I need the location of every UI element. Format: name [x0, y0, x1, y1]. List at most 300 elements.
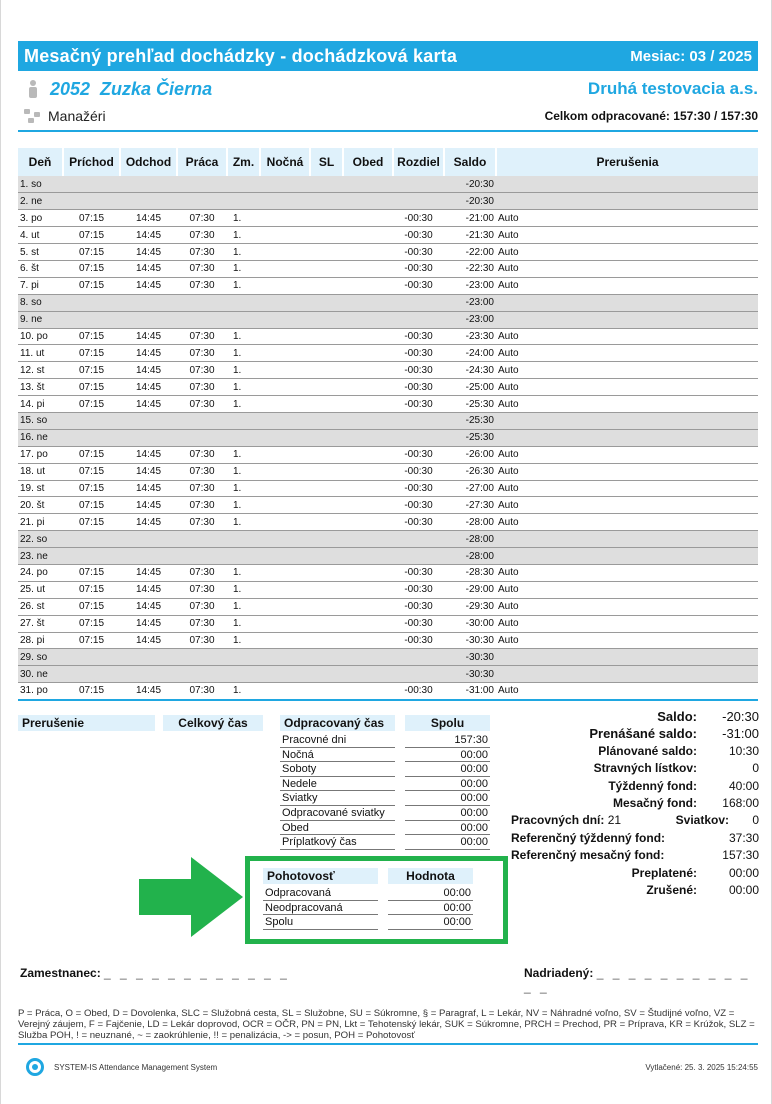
table-cell: -00:30: [393, 260, 444, 277]
total-header: Spolu: [405, 715, 490, 731]
table-cell: 23. ne: [18, 548, 63, 565]
balance-summary: [511, 708, 759, 899]
table-row: [18, 429, 758, 446]
table-cell: [63, 176, 120, 193]
table-cell: [227, 649, 260, 666]
table-cell: 07:30: [177, 683, 227, 700]
table-cell: -22:30: [444, 260, 496, 277]
table-cell: [496, 649, 758, 666]
ref-weekly-fund-value: 37:30: [728, 830, 759, 845]
table-cell: [310, 210, 343, 227]
table-cell: 07:30: [177, 328, 227, 345]
table-cell: 1.: [227, 396, 260, 413]
table-cell: [260, 362, 310, 379]
table-cell: [310, 531, 343, 548]
table-cell: -30:30: [444, 649, 496, 666]
table-cell: [310, 260, 343, 277]
column-header: Obed: [343, 148, 393, 176]
table-cell: [177, 548, 227, 565]
table-cell: 14:45: [120, 514, 177, 531]
table-cell: [343, 176, 393, 193]
workdays-label: Pracovných dní:: [511, 813, 605, 828]
table-cell: [343, 446, 393, 463]
table-cell: -20:30: [444, 176, 496, 193]
table-cell: 14:45: [120, 564, 177, 581]
table-cell: 1.: [227, 463, 260, 480]
table-cell: 14:45: [120, 362, 177, 379]
table-row: [18, 581, 758, 598]
table-cell: -00:30: [393, 598, 444, 615]
report-title: Mesačný prehľad dochádzky - dochádzková karta: [24, 45, 458, 66]
table-cell: 07:30: [177, 615, 227, 632]
table-cell: -24:30: [444, 362, 496, 379]
table-cell: [260, 615, 310, 632]
table-cell: -00:30: [393, 514, 444, 531]
table-cell: [496, 531, 758, 548]
worked-time-value: 00:00: [405, 806, 490, 821]
table-cell: [260, 683, 310, 700]
table-cell: 07:15: [63, 480, 120, 497]
table-cell: 07:15: [63, 396, 120, 413]
worked-time-label: Sviatky: [280, 791, 395, 806]
table-cell: [120, 176, 177, 193]
table-cell: [260, 244, 310, 261]
table-cell: -23:00: [444, 294, 496, 311]
attendance-table: [18, 148, 758, 701]
table-row: [18, 683, 758, 700]
worked-time-row: [280, 791, 490, 806]
table-cell: [310, 328, 343, 345]
table-cell: 1.: [227, 210, 260, 227]
supervisor-signature-label: Nadriadený:: [524, 966, 594, 980]
table-cell: 07:15: [63, 362, 120, 379]
table-cell: -21:30: [444, 227, 496, 244]
table-cell: -00:30: [393, 345, 444, 362]
table-cell: -27:30: [444, 497, 496, 514]
department-row: [18, 106, 758, 132]
table-row: [18, 396, 758, 413]
table-cell: [343, 345, 393, 362]
table-cell: [343, 396, 393, 413]
table-cell: -22:00: [444, 244, 496, 261]
table-cell: 07:30: [177, 598, 227, 615]
table-cell: -21:00: [444, 210, 496, 227]
table-cell: [310, 345, 343, 362]
table-row: [18, 294, 758, 311]
column-header: Saldo: [444, 148, 496, 176]
table-cell: Auto: [496, 446, 758, 463]
table-cell: -00:30: [393, 497, 444, 514]
table-cell: 14:45: [120, 244, 177, 261]
table-cell: -00:30: [393, 396, 444, 413]
table-cell: 12. st: [18, 362, 63, 379]
worked-time-value: 00:00: [405, 791, 490, 806]
table-row: [18, 412, 758, 429]
legend-text: P = Práca, O = Obed, D = Dovolenka, SLC = Služobná cesta, SL = Služobne, SU = Súkromne, § = Paragraf, L = Lekár, NV = Náhradné voľno, SV = Študijné voľno, VZ = Verejný záujem, F = Fajčenie, LD = Lekár doprovod, OCR = OČR, PN = PN, Lkt = Tehotenský lekár, SUK = Súkromne, PRCH = Prechod, PR = Príprava, KR = Krúžok, SLZ = Služba POH, ! = neuznané, ~ = zaokrúhlenie, !! = penalizácia, -> = posun, POH = Pohotovosť: [18, 1008, 758, 1045]
table-cell: Auto: [496, 514, 758, 531]
worked-time-row: [280, 748, 490, 763]
table-cell: -28:00: [444, 514, 496, 531]
footer: [18, 1056, 758, 1078]
table-cell: [310, 311, 343, 328]
table-cell: [310, 548, 343, 565]
table-cell: 25. ut: [18, 581, 63, 598]
table-cell: 14:45: [120, 615, 177, 632]
table-cell: [227, 429, 260, 446]
table-cell: [393, 176, 444, 193]
table-cell: -30:30: [444, 632, 496, 649]
table-cell: [393, 531, 444, 548]
table-cell: [343, 379, 393, 396]
table-cell: 07:30: [177, 210, 227, 227]
table-cell: [343, 514, 393, 531]
table-cell: 1.: [227, 683, 260, 700]
employee-signature-label: Zamestnanec:: [20, 966, 101, 980]
table-cell: [177, 666, 227, 683]
table-cell: 14:45: [120, 379, 177, 396]
table-cell: [310, 497, 343, 514]
standby-header: Pohotovosť: [263, 868, 378, 884]
planned-saldo-label: Plánované saldo:: [598, 743, 697, 758]
table-cell: [310, 564, 343, 581]
table-cell: 07:30: [177, 514, 227, 531]
table-row: [18, 362, 758, 379]
table-cell: [120, 649, 177, 666]
table-cell: -00:30: [393, 446, 444, 463]
worked-time-row: [280, 733, 490, 748]
table-cell: 07:15: [63, 683, 120, 700]
saldo-value: -20:30: [722, 709, 759, 724]
table-cell: 5. st: [18, 244, 63, 261]
table-cell: 10. po: [18, 328, 63, 345]
worked-time-label: Pracovné dni: [280, 733, 395, 748]
table-cell: [63, 193, 120, 210]
weekly-fund-label: Týždenný fond:: [608, 778, 697, 793]
table-cell: -00:30: [393, 683, 444, 700]
table-cell: 28. pi: [18, 632, 63, 649]
worked-time-row: [280, 777, 490, 792]
table-cell: [260, 412, 310, 429]
table-cell: [177, 176, 227, 193]
table-row: [18, 176, 758, 193]
table-cell: [393, 193, 444, 210]
table-cell: [120, 412, 177, 429]
table-cell: 22. so: [18, 531, 63, 548]
worked-time-table: [280, 715, 490, 850]
table-cell: -25:00: [444, 379, 496, 396]
table-cell: [120, 294, 177, 311]
table-cell: Auto: [496, 244, 758, 261]
table-cell: [260, 328, 310, 345]
table-cell: [496, 548, 758, 565]
table-cell: [310, 396, 343, 413]
table-cell: 07:30: [177, 244, 227, 261]
table-cell: [496, 429, 758, 446]
table-cell: Auto: [496, 564, 758, 581]
weekly-fund-value: 40:00: [728, 778, 759, 793]
table-cell: [393, 548, 444, 565]
table-cell: [310, 227, 343, 244]
table-row: [18, 277, 758, 294]
table-cell: 1.: [227, 497, 260, 514]
standby-label: Neodpracovaná: [263, 901, 378, 916]
table-cell: [63, 649, 120, 666]
table-cell: 07:30: [177, 480, 227, 497]
ref-monthly-fund-label: Referenčný mesačný fond:: [511, 848, 665, 863]
table-cell: 18. ut: [18, 463, 63, 480]
table-cell: 3. po: [18, 210, 63, 227]
column-header: Deň: [18, 148, 63, 176]
table-cell: 14:45: [120, 581, 177, 598]
column-header: SL: [310, 148, 343, 176]
arrow-right-icon: [139, 857, 243, 937]
table-cell: 1.: [227, 328, 260, 345]
table-cell: -00:30: [393, 564, 444, 581]
table-cell: [120, 666, 177, 683]
table-cell: [343, 598, 393, 615]
value-header: Hodnota: [388, 868, 473, 884]
table-row: [18, 260, 758, 277]
table-cell: [343, 260, 393, 277]
table-row: [18, 193, 758, 210]
table-cell: -00:30: [393, 328, 444, 345]
table-row: [18, 632, 758, 649]
table-cell: [260, 260, 310, 277]
table-cell: 07:15: [63, 581, 120, 598]
table-cell: 2. ne: [18, 193, 63, 210]
table-cell: [343, 210, 393, 227]
table-cell: [343, 497, 393, 514]
table-cell: 07:15: [63, 227, 120, 244]
table-cell: Auto: [496, 497, 758, 514]
table-cell: 14:45: [120, 632, 177, 649]
worked-time-row: [280, 806, 490, 821]
table-cell: [343, 615, 393, 632]
meal-tickets-value: 0: [752, 761, 759, 776]
table-cell: 14:45: [120, 396, 177, 413]
employee-name: 2052 Zuzka Čierna: [50, 78, 213, 99]
cancelled-value: 00:00: [728, 882, 759, 897]
table-cell: -00:30: [393, 362, 444, 379]
table-cell: Auto: [496, 379, 758, 396]
standby-table: [245, 856, 508, 944]
table-cell: 1.: [227, 260, 260, 277]
table-cell: 07:15: [63, 260, 120, 277]
table-cell: -00:30: [393, 244, 444, 261]
table-cell: 07:15: [63, 277, 120, 294]
worked-time-value: 00:00: [405, 835, 490, 850]
standby-row: [263, 886, 503, 901]
table-cell: [343, 581, 393, 598]
table-cell: 1.: [227, 379, 260, 396]
worked-time-label: Obed: [280, 821, 395, 836]
table-cell: -31:00: [444, 683, 496, 700]
table-cell: [260, 463, 310, 480]
table-cell: 07:15: [63, 463, 120, 480]
table-cell: Auto: [496, 463, 758, 480]
table-cell: 1.: [227, 446, 260, 463]
table-cell: [343, 429, 393, 446]
table-cell: [227, 193, 260, 210]
table-cell: [260, 548, 310, 565]
monthly-fund-label: Mesačný fond:: [612, 795, 697, 810]
holidays-value: 0: [752, 813, 759, 828]
table-cell: [260, 277, 310, 294]
table-cell: [120, 531, 177, 548]
carried-saldo-label: Prenášané saldo:: [589, 726, 697, 742]
table-cell: [343, 311, 393, 328]
table-cell: 14:45: [120, 463, 177, 480]
table-cell: [260, 193, 310, 210]
table-row: [18, 497, 758, 514]
table-cell: [343, 480, 393, 497]
total-worked: Celkom odpracované: 157:30 / 157:30: [544, 109, 758, 123]
worked-time-value: 00:00: [405, 777, 490, 792]
table-cell: [310, 446, 343, 463]
table-cell: 07:15: [63, 615, 120, 632]
table-cell: 1.: [227, 345, 260, 362]
table-cell: 16. ne: [18, 429, 63, 446]
table-cell: -00:30: [393, 379, 444, 396]
table-cell: -29:30: [444, 598, 496, 615]
table-cell: [260, 294, 310, 311]
table-cell: 07:15: [63, 632, 120, 649]
table-cell: [310, 666, 343, 683]
table-cell: [343, 244, 393, 261]
table-cell: [343, 227, 393, 244]
table-cell: Auto: [496, 277, 758, 294]
table-cell: 07:15: [63, 514, 120, 531]
table-cell: [260, 497, 310, 514]
table-cell: [343, 362, 393, 379]
table-cell: [260, 514, 310, 531]
table-cell: -00:30: [393, 632, 444, 649]
table-cell: 07:30: [177, 632, 227, 649]
table-cell: -25:30: [444, 412, 496, 429]
table-cell: [120, 429, 177, 446]
table-cell: [177, 531, 227, 548]
table-cell: Auto: [496, 683, 758, 700]
table-cell: 1.: [227, 244, 260, 261]
table-cell: [260, 598, 310, 615]
table-cell: [310, 632, 343, 649]
table-cell: Auto: [496, 598, 758, 615]
ref-monthly-fund-value: 157:30: [722, 848, 759, 863]
worked-time-row: [280, 835, 490, 850]
column-header: Príchod: [63, 148, 120, 176]
table-cell: 31. po: [18, 683, 63, 700]
table-cell: Auto: [496, 328, 758, 345]
table-cell: [310, 277, 343, 294]
table-cell: 07:30: [177, 362, 227, 379]
column-header: Nočná: [260, 148, 310, 176]
table-cell: 20. št: [18, 497, 63, 514]
table-cell: [343, 463, 393, 480]
table-cell: 07:30: [177, 446, 227, 463]
table-cell: 14:45: [120, 480, 177, 497]
table-row: [18, 345, 758, 362]
column-header: Práca: [177, 148, 227, 176]
standby-value: 00:00: [388, 901, 473, 916]
worked-time-value: 00:00: [405, 821, 490, 836]
table-cell: [63, 429, 120, 446]
table-cell: 07:30: [177, 260, 227, 277]
table-cell: [310, 598, 343, 615]
table-cell: [393, 412, 444, 429]
table-cell: Auto: [496, 581, 758, 598]
worked-time-row: [280, 762, 490, 777]
table-cell: 07:15: [63, 446, 120, 463]
column-header: Rozdiel: [393, 148, 444, 176]
table-cell: 9. ne: [18, 311, 63, 328]
table-cell: -26:30: [444, 463, 496, 480]
table-cell: 07:30: [177, 227, 227, 244]
table-cell: 1. so: [18, 176, 63, 193]
table-cell: 07:15: [63, 564, 120, 581]
table-row: [18, 480, 758, 497]
table-cell: [260, 379, 310, 396]
table-cell: 15. so: [18, 412, 63, 429]
workdays-value: 21: [607, 813, 622, 828]
worked-time-row: [280, 821, 490, 836]
table-cell: [393, 666, 444, 683]
table-cell: 14:45: [120, 683, 177, 700]
table-cell: [343, 548, 393, 565]
table-cell: [227, 666, 260, 683]
table-cell: [343, 531, 393, 548]
table-cell: -29:00: [444, 581, 496, 598]
table-cell: -30:30: [444, 666, 496, 683]
meal-tickets-label: Stravných lístkov:: [593, 761, 697, 776]
table-cell: -00:30: [393, 463, 444, 480]
table-cell: [310, 294, 343, 311]
table-cell: -23:30: [444, 328, 496, 345]
table-cell: [310, 683, 343, 700]
table-cell: [260, 564, 310, 581]
standby-value: 00:00: [388, 886, 473, 901]
table-cell: [227, 531, 260, 548]
table-cell: [343, 294, 393, 311]
cancelled-label: Zrušené:: [646, 882, 697, 897]
table-cell: 1.: [227, 227, 260, 244]
table-row: [18, 615, 758, 632]
table-cell: -28:30: [444, 564, 496, 581]
worked-time-value: 00:00: [405, 762, 490, 777]
table-cell: [260, 227, 310, 244]
table-cell: [310, 463, 343, 480]
table-cell: -00:30: [393, 480, 444, 497]
signature-row: [18, 966, 758, 994]
table-cell: [260, 581, 310, 598]
table-cell: [310, 581, 343, 598]
table-row: [18, 548, 758, 565]
table-cell: Auto: [496, 260, 758, 277]
ref-weekly-fund-label: Referenčný týždenný fond:: [511, 830, 666, 845]
table-cell: Auto: [496, 615, 758, 632]
table-cell: 07:30: [177, 581, 227, 598]
table-cell: -00:30: [393, 615, 444, 632]
table-cell: 14. pi: [18, 396, 63, 413]
table-cell: -25:30: [444, 429, 496, 446]
table-cell: [496, 294, 758, 311]
table-cell: [343, 193, 393, 210]
table-row: [18, 564, 758, 581]
table-cell: 07:30: [177, 277, 227, 294]
table-cell: 1.: [227, 480, 260, 497]
table-row: [18, 328, 758, 345]
table-cell: [393, 294, 444, 311]
table-cell: [227, 176, 260, 193]
